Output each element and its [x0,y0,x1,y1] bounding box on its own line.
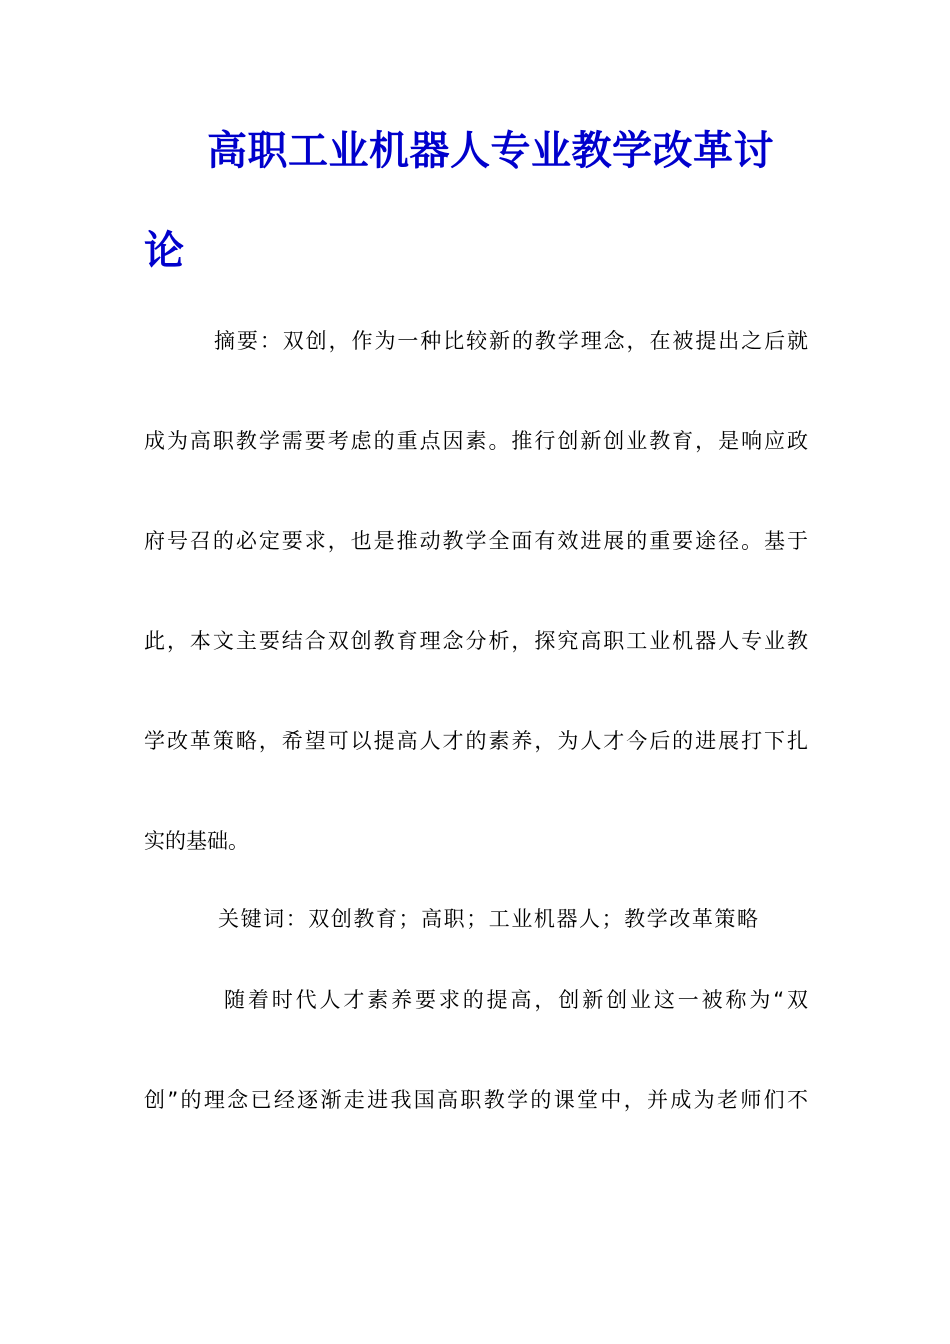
body-line-1: 随着时代人才素养要求的提高，创新创业这一被称为“双 [224,988,808,1012]
abstract-line-5: 学改革策略，希望可以提高人才的素养，为人才今后的进展打下扎 [144,729,808,753]
abstract-line-4: 此，本文主要结合双创教育理念分析，探究高职工业机器人专业教 [144,629,808,653]
document-title-line-2: 论 [144,227,184,274]
abstract-line-6: 实的基础。 [144,829,249,853]
keywords-line: 关键词：双创教育；高职；工业机器人；教学改革策略 [218,907,758,931]
document-title-line-1: 高职工业机器人专业教学改革讨 [207,127,774,174]
abstract-line-2: 成为高职教学需要考虑的重点因素。推行创新创业教育，是响应政 [144,429,808,453]
abstract-line-3: 府号召的必定要求，也是推动教学全面有效进展的重要途径。基于 [144,529,808,553]
abstract-line-1: 摘要：双创，作为一种比较新的教学理念，在被提出之后就 [214,329,808,353]
body-line-2: 创”的理念已经逐渐走进我国高职教学的课堂中，并成为老师们不 [144,1088,808,1112]
